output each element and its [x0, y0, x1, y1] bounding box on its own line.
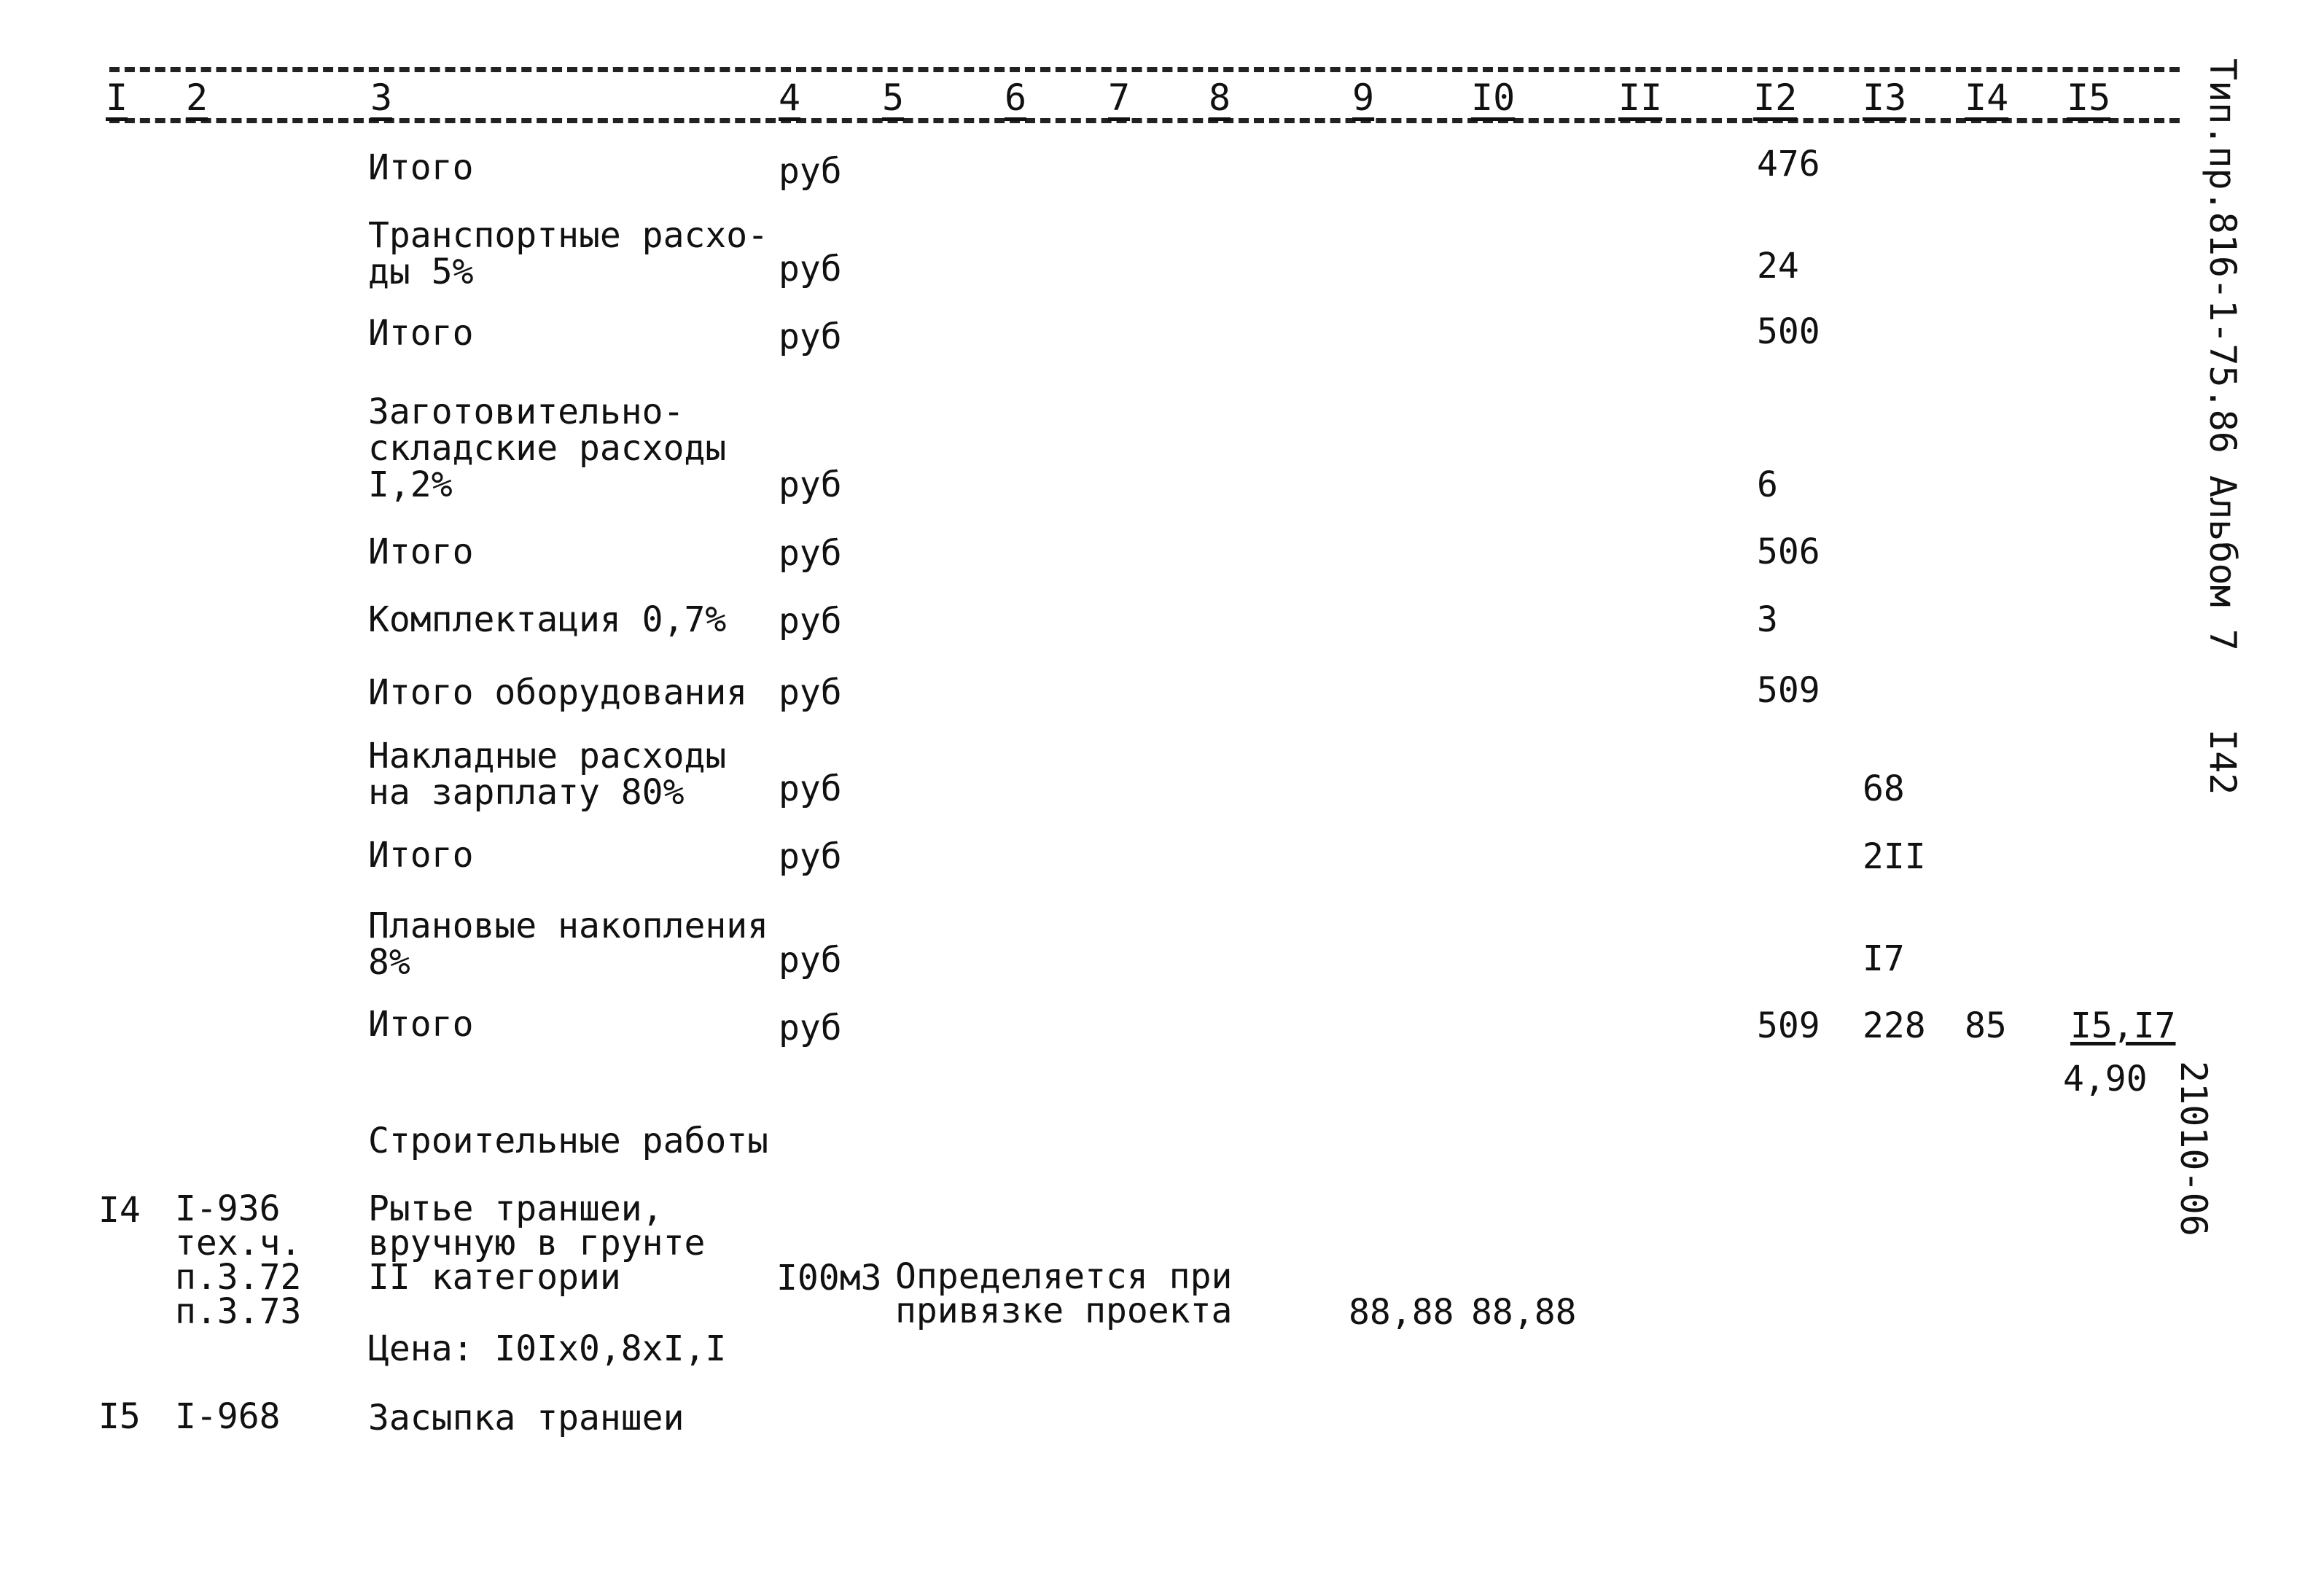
header-col-6: 6 — [1005, 77, 1027, 119]
section-title: Строительные работы — [368, 1121, 769, 1161]
header-rule-bottom — [109, 118, 2180, 123]
item-note: Определяется при привязке проекта — [895, 1256, 1233, 1331]
row-name: Заготовительно- складские расходы I,2% — [368, 392, 727, 505]
header-col-11: II — [1618, 77, 1663, 119]
header-col-5: 5 — [882, 77, 905, 119]
row-name: Итого — [368, 531, 474, 572]
row-col12: 24 — [1757, 246, 1799, 287]
row-unit: руб — [779, 940, 842, 981]
side-page-number: I42 — [2202, 729, 2244, 795]
row-col12: 3 — [1757, 599, 1778, 640]
row-col12: 506 — [1757, 531, 1820, 572]
header-col-14: I4 — [1965, 77, 2009, 119]
header-col-8: 8 — [1209, 77, 1231, 119]
row-name: Транспортные расхо- ды 5% — [368, 215, 769, 292]
row-col15-top: I5,I7 — [2070, 1005, 2176, 1046]
item-code: I-968 — [175, 1396, 281, 1437]
row-unit: руб — [779, 601, 842, 642]
item-name: Рытье траншеи, вручную в грунте II категории — [368, 1188, 706, 1298]
row-col12: 509 — [1757, 1005, 1820, 1046]
side-doc-reference: Тип.пр.816-1-75.86 Альбом 7 — [2202, 58, 2244, 651]
side-bottom-code: 21010-06 — [2172, 1061, 2215, 1236]
header-col-7: 7 — [1108, 77, 1131, 119]
row-unit: руб — [779, 836, 842, 877]
item-number: I5 — [98, 1396, 141, 1437]
item-unit: I00м3 — [776, 1258, 882, 1298]
item-code: I-936 тех.ч. п.3.72 п.3.73 — [175, 1188, 302, 1332]
row-unit: руб — [779, 672, 842, 713]
header-col-1: I — [106, 77, 128, 119]
row-unit: руб — [779, 249, 842, 289]
header-col-10: I0 — [1471, 77, 1516, 119]
row-name: Плановые накопления 8% — [368, 905, 769, 983]
header-col-15: I5 — [2067, 77, 2111, 119]
item-col9: 88,88 — [1349, 1292, 1454, 1333]
row-name: Комплектация 0,7% — [368, 599, 727, 640]
row-col13: 228 — [1863, 1005, 1926, 1046]
item-col10: 88,88 — [1471, 1292, 1577, 1333]
row-unit: руб — [779, 768, 842, 809]
row-name: Итого — [368, 835, 474, 876]
row-unit: руб — [779, 316, 842, 357]
row-name: Накладные расходы на зарплату 80% — [368, 736, 727, 813]
row-col14: 85 — [1965, 1005, 2007, 1046]
row-col12: 6 — [1757, 464, 1778, 505]
row-unit: руб — [779, 1008, 842, 1048]
header-col-2: 2 — [186, 77, 208, 119]
item-number: I4 — [98, 1190, 141, 1231]
row-col13: 2II — [1863, 836, 1926, 877]
header-rule-top — [109, 67, 2180, 72]
header-col-13: I3 — [1863, 77, 1907, 119]
row-col13: 68 — [1863, 768, 1905, 809]
row-name: Итого — [368, 1004, 474, 1045]
row-unit: руб — [779, 533, 842, 574]
row-col15-bottom: 4,90 — [2063, 1059, 2148, 1099]
row-name: Итого оборудования — [368, 672, 748, 713]
row-unit: руб — [779, 151, 842, 192]
header-col-9: 9 — [1352, 77, 1375, 119]
row-name: Итого — [368, 147, 474, 188]
header-col-3: 3 — [370, 77, 393, 119]
item-name: Засыпка траншеи — [368, 1398, 685, 1438]
row-name: Итого — [368, 313, 474, 354]
header-col-12: I2 — [1753, 77, 1798, 119]
row-unit: руб — [779, 464, 842, 505]
header-col-4: 4 — [779, 77, 801, 119]
item-price: Цена: I0Ix0,8xI,I — [368, 1328, 727, 1369]
row-col12: 500 — [1757, 311, 1820, 352]
row-col12: 476 — [1757, 144, 1820, 184]
row-col12: 509 — [1757, 670, 1820, 711]
row-col13: I7 — [1863, 938, 1905, 979]
